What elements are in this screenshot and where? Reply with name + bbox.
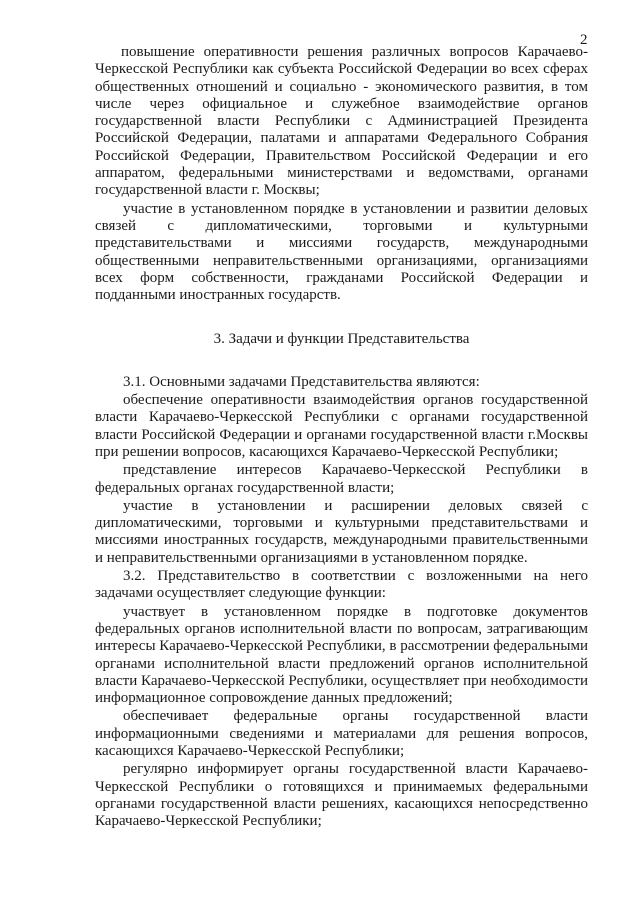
function-regular-informing: регулярно информирует органы государственной власти Карачаево-Черкесской Республики о готовящихся и принимаемых федеральными органами государственной власти решениях, касающихся непосредственно Карачаево-Черкесской Республики;	[95, 761, 588, 830]
page-number: 2	[580, 32, 588, 48]
task-representation: представление интересов Карачаево-Черкесской Республики в федеральных органах государственной власти;	[95, 462, 588, 496]
task-business-ties: участие в установлении и расширении деловых связей с дипломатическими, торговыми и культурными представительствами и миссиями иностранных государств, международными правительственными и неправительственными организациями в установленном порядке.	[95, 497, 588, 566]
clause-3-2-intro: 3.2. Представительство в соответствии с возложенными на него задачами осуществляет следующие функции:	[95, 568, 588, 602]
intro-paragraph-business-ties: участие в установленном порядке в установлении и развитии деловых связей с дипломатическими, торговыми и культурными представительствами и миссиями государств, международными общественными неправительственными организациями, организациями всех форм собственности, гражданами Российской Федерации и подданными иностранных государств.	[95, 200, 588, 304]
function-documents: участвует в установленном порядке в подготовке документов федеральных органов исполнительной власти по вопросам, затрагивающим интересы Карачаево-Черкесской Республики, в рассмотрении федеральными органами исполнительной власти предложений органов исполнительной власти Карачаево-Черкесской Республики, осуществляет при необходимости информационное сопровождение данных предложений;	[95, 603, 588, 707]
task-interaction: обеспечение оперативности взаимодействия органов государственной власти Карачаево-Черкесской Республики с органами государственной власти Российской Федерации и органами государственной власти г.Москвы при решении вопросов, касающихся Карачаево-Черкесской Республики;	[95, 392, 588, 460]
intro-paragraph-efficiency: повышение оперативности решения различных вопросов Карачаево-Черкесской Республики как субъекта Российской Федерации во всех сферах общественных отношений и социально - экономического развития, в том числе через официальное и служебное взаимодействие органов государственной власти Республики с Администрацией Президента Российской Федерации, палатами и аппаратами Федерального Собрания Российской Федерации, Правительством Российской Федерации и его аппаратом, федеральными министерствами и ведомствами, органами государственной власти г. Москвы;	[95, 44, 588, 199]
section-heading: 3. Задачи и функции Представительства	[213, 331, 470, 348]
document-body	[95, 44, 588, 831]
function-information-supply: обеспечивает федеральные органы государственной власти информационными сведениями и материалами для решения вопросов, касающихся Карачаево-Черкесской Республики;	[95, 708, 588, 759]
clause-3-1-intro: 3.1. Основными задачами Представительства являются:	[123, 373, 480, 390]
